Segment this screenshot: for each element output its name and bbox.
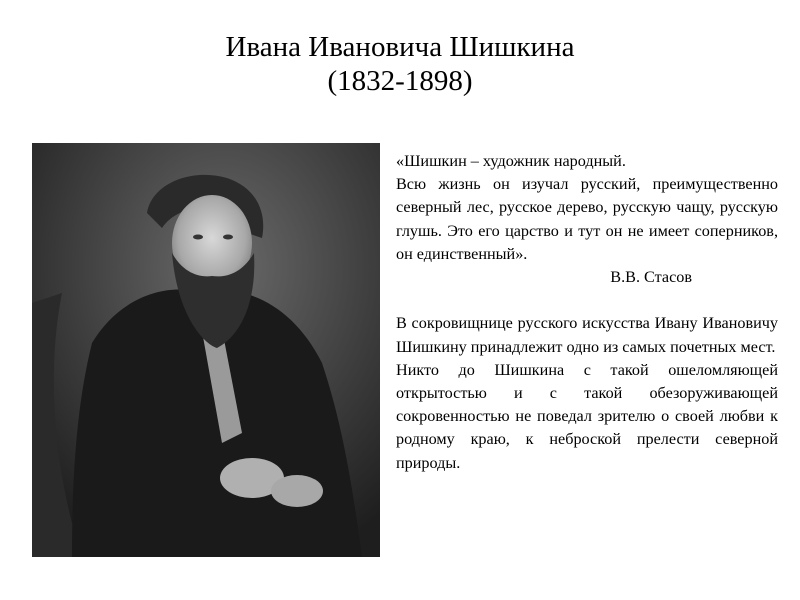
quote-first-line: «Шишкин – художник народный. xyxy=(396,152,626,170)
description-paragraph-2: Никто до Шишкина с такой ошеломляющей открытостью и с такой обезоруживающей сокровенностью не поведал зрителю о своей любви к родному краю, к неброской прелести северной природы. xyxy=(396,360,778,472)
quote-author: В.В. Стасов xyxy=(610,268,692,287)
slide-title xyxy=(0,30,800,98)
description-paragraph-1: В сокровищнице русского искусства Ивану Ивановичу Шишкину принадлежит одно из самых почетных мест. xyxy=(396,314,778,356)
text-content xyxy=(396,150,778,475)
title-years: (1832-1898) xyxy=(327,65,473,97)
paragraph-spacer xyxy=(396,289,778,312)
title-name: Ивана Ивановича Шишкина xyxy=(225,31,575,63)
portrait-image xyxy=(32,143,380,557)
quote-body: Всю жизнь он изучал русский, преимущественно северный лес, русское дерево, русскую чащу, русскую глушь. Это его царство и тут он не имеет соперников, он единственный». xyxy=(396,175,778,263)
portrait-photo-icon xyxy=(32,143,380,557)
